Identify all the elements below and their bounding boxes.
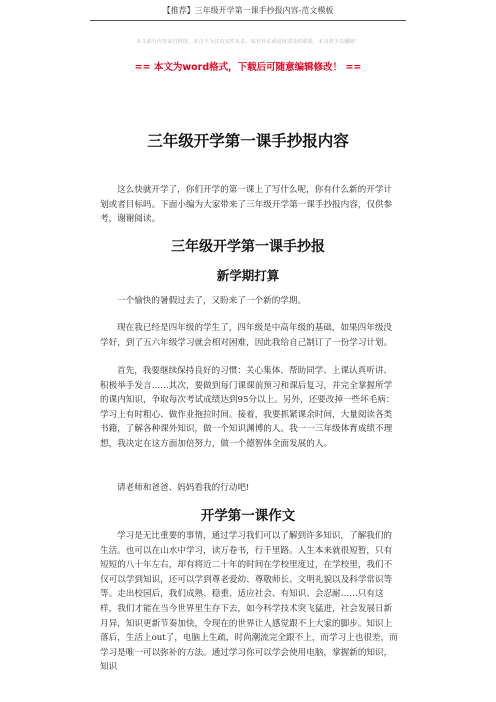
paragraph-4: 请老师和爸爸、妈妈看我的行动吧! (117, 483, 250, 493)
page-header (0, 0, 496, 22)
subsection-title-essay: 开学第一课作文 (200, 508, 296, 524)
intro-paragraph: 这么快就开学了，你们开学的第一课上了写什么呢，你有什么新的开学计划或者目标吗。下面小编为大家带来了三年级开学第一课手抄报内容，仅供参考，谢谢阅读。 (100, 185, 393, 225)
header-divider (90, 20, 406, 21)
section-title: 三年级开学第一课手抄报 (171, 239, 325, 255)
disclaimer-text: 本文部分内容来自网络，本司不为其真实性负责，如有异议或侵权请及时联系，本司将予以删除！ (136, 39, 360, 45)
subsection-title-plan: 新学期打算 (216, 268, 280, 283)
edit-notice: == 本文为word格式，下载后可随意编辑修改！ == (134, 62, 362, 73)
paragraph-3: 首先，我要继续保持良好的习惯：关心集体、帮助同学、上课认真听讲、积极举手发言……其次，要做到每门课课前预习和课后复习，并完全掌握所学的课内知识，争取每次考试成绩达到95分以上。另外，还要改掉一些坏毛病：学习上有时粗心、做作业拖拉时间。接着，我要抓紧课余时间，大量阅读各类书籍，了解各种课外知识，做一个知识渊博的人。我一一三年级体育成绩不理想，我决定在这方面加倍努力，做一个德智体全面发展的人。 (100, 366, 395, 449)
paragraph-1: 一个愉快的暑假过去了，又盼来了一个新的学期。 (117, 296, 307, 306)
header-title: 【推荐】三年级开学第一课手抄报内容-范文模板 (162, 6, 334, 15)
document-title: 三年级开学第一课手抄报内容 (147, 131, 349, 150)
paragraph-5: 学习是无比重要的事情，通过学习我们可以了解到许多知识，了解我们的生活。也可以在山水中学习，读万卷书，行千里路。人生本来就很短暂，只有短短的八十年左右，却有将近二十年的时间在学校里度过，在学校里，我们不仅可以学到知识，还可以学到尊老爱幼、尊敬师长、文明礼貌以及科学常识等等。走出校园后，我们成熟、稳重、适应社会、有知识、会忍耐……只有这样，我们才能在当今世界里生存下去，如今科学技术突飞猛进，社会发展日新月异，知识更新节奏加快，令现在的世界让人感觉跟不上大家的脚步。知识上落后，生活上out了，电脑上生疏，时尚潮流完全跟不上，而学习上也很差，而学习是唯一可以弥补的方法。通过学习你可以学会使用电脑，掌握新的知识，知识 (100, 531, 398, 673)
paragraph-2: 现在我已经是四年级的学生了，四年级是中高年级的基础，如果四年级没学好，到了五六年级学习就会相对困难，因此我给自己制订了一份学习计划。 (100, 323, 393, 348)
